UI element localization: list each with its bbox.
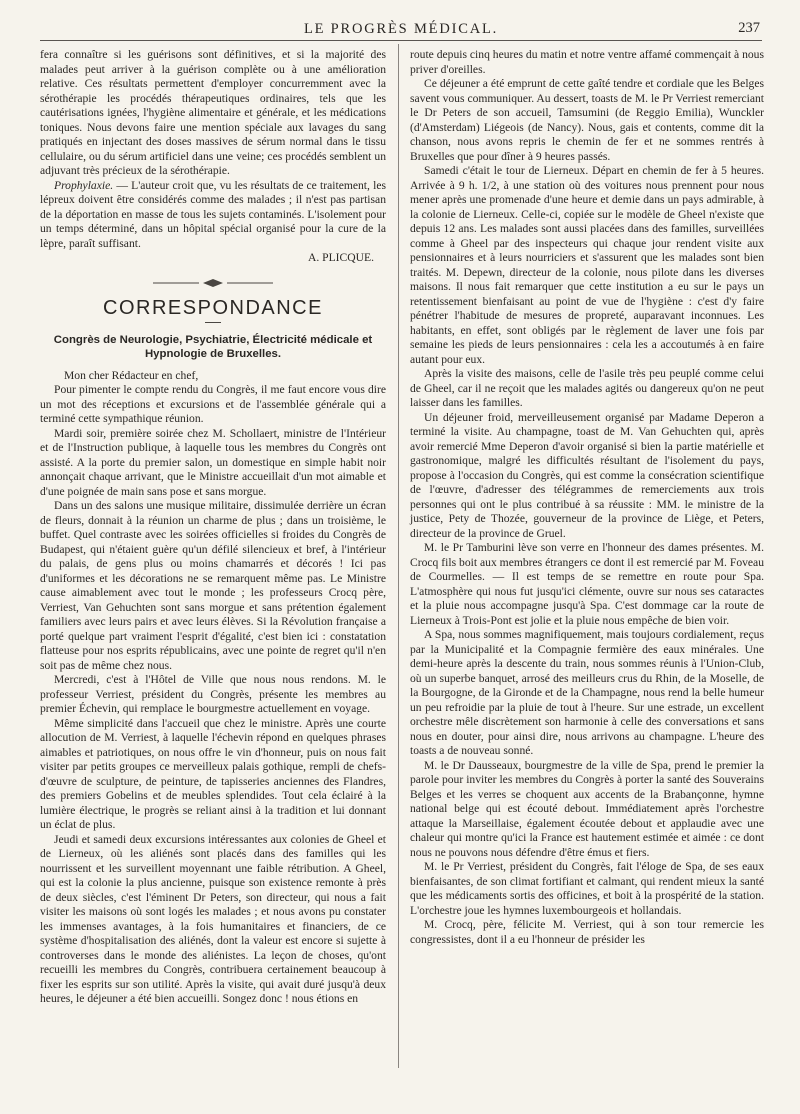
right-paragraph: A Spa, nous sommes magnifiquement, mais toujours cordialement, reçus par la Municipalité et la Compagnie fermière des eaux minérales. Une demi-heure après la descente du train, nous sommes réunis à l'Union-Club, où un superbe banquet, arrosé des meilleurs crus du Rhin, de la Moselle, de la Bourgogne, de la Gironde et de la Champagne, nous rend la belle humeur un peu refroidie par la pluie de tout à l'heure. Sur une estrade, un excellent orchestre mêle discrètement son harmonie à celle des conversations et sans nous en douter, pour ainsi dire, nous arrivons au champagne. L'heure des toasts a de nouveau sonné. [410, 628, 764, 757]
letter-paragraph: Même simplicité dans l'accueil que chez le ministre. Après une courte allocution de M. Verriest, à laquelle l'échevin répond en quelques phrases aimables et patriotiques, on nous offre le vin d'honneur, puis on nous fait visiter par petits groupes ce merveilleux palais gothique, rempli de chefs-d'œuvre de sculpture, de peinture, de tapisseries anciennes des Flandres, des premiers Gobelins et de meubles splendides. Tout cela éclairé à la lumière électrique, le progrès se reliant ainsi à la tradition et lui donnant un éclat de plus. [40, 716, 386, 831]
letter-body [40, 383, 386, 1007]
right-paragraph: M. le Pr Verriest, président du Congrès, fait l'éloge de Spa, de ses eaux bienfaisantes, de son climat fortifiant et calmant, qui rendent mieux la santé que les médicaments sortis des officines, et boit à la prospérité de la station. L'orchestre joue les hymnes luxembourgeois et hollandais. [410, 860, 764, 917]
intro-paragraph: fera connaître si les guérisons sont définitives, et si la majorité des malades peut arriver à la guérison complète ou à une amélioration relative. Ces résultats permettent d'employer concurremment avec la sérothérapie les procédés thérapeutiques ordinaires, tels que les cautérisations ignées, l'hygiène alimentaire et générale, et les médications toniques. Nous devons faire une mention spéciale aux lavages du sang pratiqués en injectant des doses massives de sérum normal dans le tissu cellulaire, ou du sérum artificiel dans une veine; ces procédés semblent un adjuvant très précieux de la sérothérapie. [40, 48, 386, 177]
letter-paragraph: Jeudi et samedi deux excursions intéressantes aux colonies de Gheel et de Lierneux, où les aliénés sont placés dans des familles qui les nourrissent et les surveillent moyennant une faible rétribution. A Gheel, qui est la colonie la plus ancienne, puisque son existence remonte à près de deux siècles, c'est l'éminent Dr Peters, son directeur, qui nous a fait visiter les maisons où sont logés les malades ; et nous avons pu constater les immenses avantages, à la fois humanitaires et financiers, de ce système d'hospitalisation des aliénés, dont la valeur est encore si sujette à controverses dans le monde des aliénistes. La leçon de choses, qu'ont recueilli les membres du Congrès, contribuera certainement beaucoup à fixer les esprits sur son utilité. Après la visite, qui avait duré jusqu'à deux heures, le déjeuner a été bien accueilli. Songez donc ! nous étions en [40, 832, 386, 1005]
running-title: LE PROGRÈS MÉDICAL. [303, 20, 499, 37]
title-rule [205, 322, 221, 323]
letter-paragraph: Mardi soir, première soirée chez M. Schollaert, ministre de l'Intérieur et de l'Instruction publique, à laquelle tous les membres du Congrès ont assisté. A la porte du premier salon, un domestique en simple habit noir annonçait chaque arrivant, que le Ministre accueillait d'un mot aimable et d'une poignée de main sans pose et sans morgue. [40, 426, 386, 498]
congress-title: Congrès de Neurologie, Psychiatrie, Électricité médicale et Hypnologie de Bruxelles. [53, 333, 373, 360]
letter-paragraph: Dans un des salons une musique militaire, dissimulée derrière un écran de fleurs, donnait à la réunion un charme de plus ; dans un troisième, le buffet. Quel contraste avec les soirées officielles si froides du Congrès de Budapest, qui n'étaient guère qu'un défilé silencieux et bref, à l'intérieur du palais, de gens plus ou moins chamarrés et décorés ! Ici pas d'uniformes et les décorations ne se remarquent même pas. Le Ministre cause aimablement avec tout le monde ; les professeurs Crocq père, Verriest, Van Gehuchten sont sans morgue et sans prétention également familiers avec leurs pairs et avec leurs élèves. Si la Révolution française a porté quelque part vraiment l'esprit d'égalité, c'est bien ici : constatation flatteuse pour nos esprits républicains, avec une pointe de regret qu'il n'en soit pas de même chez nous. [40, 499, 386, 672]
left-column [40, 48, 386, 1007]
letter-paragraph: Mercredi, c'est à l'Hôtel de Ville que nous nous rendons. M. le professeur Verriest, président du Congrès, présente les membres au premier Échevin, qui remplace le bourgmestre actuellement en voyage. [40, 673, 386, 715]
right-paragraph: Samedi c'était le tour de Lierneux. Départ en chemin de fer à 5 heures. Arrivée à 9 h. 1/2, à une station où des voitures nous prennent pour nous mener après une promenade d'une heure et demie dans un pays admirable, à la colonie de Lierneux. Celle-ci, copiée sur le modèle de Gheel n'existe que depuis 12 ans. Les malades sont aussi placées dans des familles, surveillées comme à Gheel par des inspecteurs qui chaque jour rendent visite aux pensionnaires et à leurs nourriciers et s'assurent que les malades sont bien traités. M. Depewn, directeur de la colonie, nous pilote dans les diverses maisons. Il nous fait remarquer que cette institution a eu sur le pays un retentissement bienfaisant au point de vue de l'hygiène : c'est d'y faire pénétrer l'habitude de mesures de propreté, auparavant inconnues. Les habitants, en effet, sont obligés par le règlement de laver une fois par semaine les pieds de leurs pensionnaires : cela les a accoutumés à en faire autant pour eux. [410, 164, 764, 366]
right-paragraph: Un déjeuner froid, merveilleusement organisé par Madame Deperon a terminé la visite. Au champagne, toast de M. Van Gehuchten qui, après avoir remercié Mme Deperon d'avoir organisé si bien la partie matérielle et gastronomique, malgré les difficultés résultant de l'isolement du pays, propose à l'occasion du Congrès, qui est comme la consécration scientifique de l'œuvre, d'adresser des télégrammes de remerciements aux trois personnes qui ont le plus contribué à sa réussite : MM. le ministre de la justice, Pety de Thozée, gouverneur de la province de Liège, et Peters, directeur de la province de Gruel. [410, 410, 764, 540]
right-paragraph: route depuis cinq heures du matin et notre ventre affamé commençait à nous priver d'oreilles. [410, 48, 764, 76]
prophylaxie-label: Prophylaxie. [54, 178, 114, 192]
right-paragraph: M. le Pr Tamburini lève son verre en l'honneur des dames présentes. M. Crocq fils boit aux membres étrangers ce dont il est remercié par M. Foveau de Courmelles. — Il est temps de se remettre en route pour Spa. L'atmosphère qui nous fut jusqu'ici clémente, ouvre sur nous ses cataractes et la pluie nous accompagne jusqu'à Spa. C'est dommage car la route de Lierneux à Trois-Pont est jolie et la pluie nous empêche de bien voir. [410, 541, 764, 627]
prophylaxie-text: — L'auteur croit que, vu les résultats de ce traitement, les lépreux doivent être considérés comme des malades ; il n'est pas partisan de la déportation en masse de tous les sujets contaminés. L'isolement pour un temps déterminé, dans un hôpital spécial organisé pour la cure de la lèpre, paraît suffisant. [40, 178, 386, 250]
right-paragraph: Ce déjeuner a été emprunt de cette gaîté tendre et cordiale que les Belges savent vous communiquer. Au dessert, toasts de M. le Pr Verriest remerciant le Dr Peters de son accueil, Tamsumini (de Reggio Emilia), Wunckler (d'Amsterdam) Liégeois (de Nancy). Nous, gais et contents, comme dit la chanson, nous avons repris le chemin de fer et ne sommes rentrés à Bruxelles que pour dîner à 9 heures passés. [410, 77, 764, 163]
page-header [40, 18, 762, 41]
right-body [410, 48, 764, 947]
author-signature: A. PLICQUE. [307, 251, 374, 264]
section-title: CORRESPONDANCE [103, 297, 323, 319]
prophylaxie-paragraph [40, 179, 386, 252]
right-paragraph: M. le Dr Dausseaux, bourgmestre de la ville de Spa, prend le premier la parole pour inviter les membres du Congrès à porter la santé des Souverains Belges et les verres se choquent aux accents de la Brabançonne, hymne national belge qui est écouté debout. Immédiatement après l'orchestre attaque la Marseillaise, également écoutée debout et applaudie avec une chaleur qui montre qu'ici la France est hautement estimée et aimée : ce dont nous ne pouvons nous défendre d'être émus et fiers. [410, 758, 764, 859]
ornament-divider-icon [153, 278, 273, 288]
column-divider [398, 44, 399, 1068]
right-paragraph: Après la visite des maisons, celle de l'asile très peu peuplé comme celui de Gheel, car il ne reçoit que les malades agités ou dangereux qu'on ne peut laisser dans les familles. [410, 367, 764, 409]
right-paragraph: M. Crocq, père, félicite M. Verriest, qui à son tour remercie les congressistes, dont il a eu l'honneur de présider les [410, 918, 764, 946]
salutation: Mon cher Rédacteur en chef, [64, 368, 199, 382]
right-column [410, 48, 764, 947]
section-ornament [40, 278, 386, 294]
page-number: 237 [738, 20, 760, 36]
letter-paragraph: Pour pimenter le compte rendu du Congrès, il me faut encore vous dire un mot des réceptions et excursions et de l'assemblée générale qui a terminé cette sympathique réunion. [40, 383, 386, 425]
